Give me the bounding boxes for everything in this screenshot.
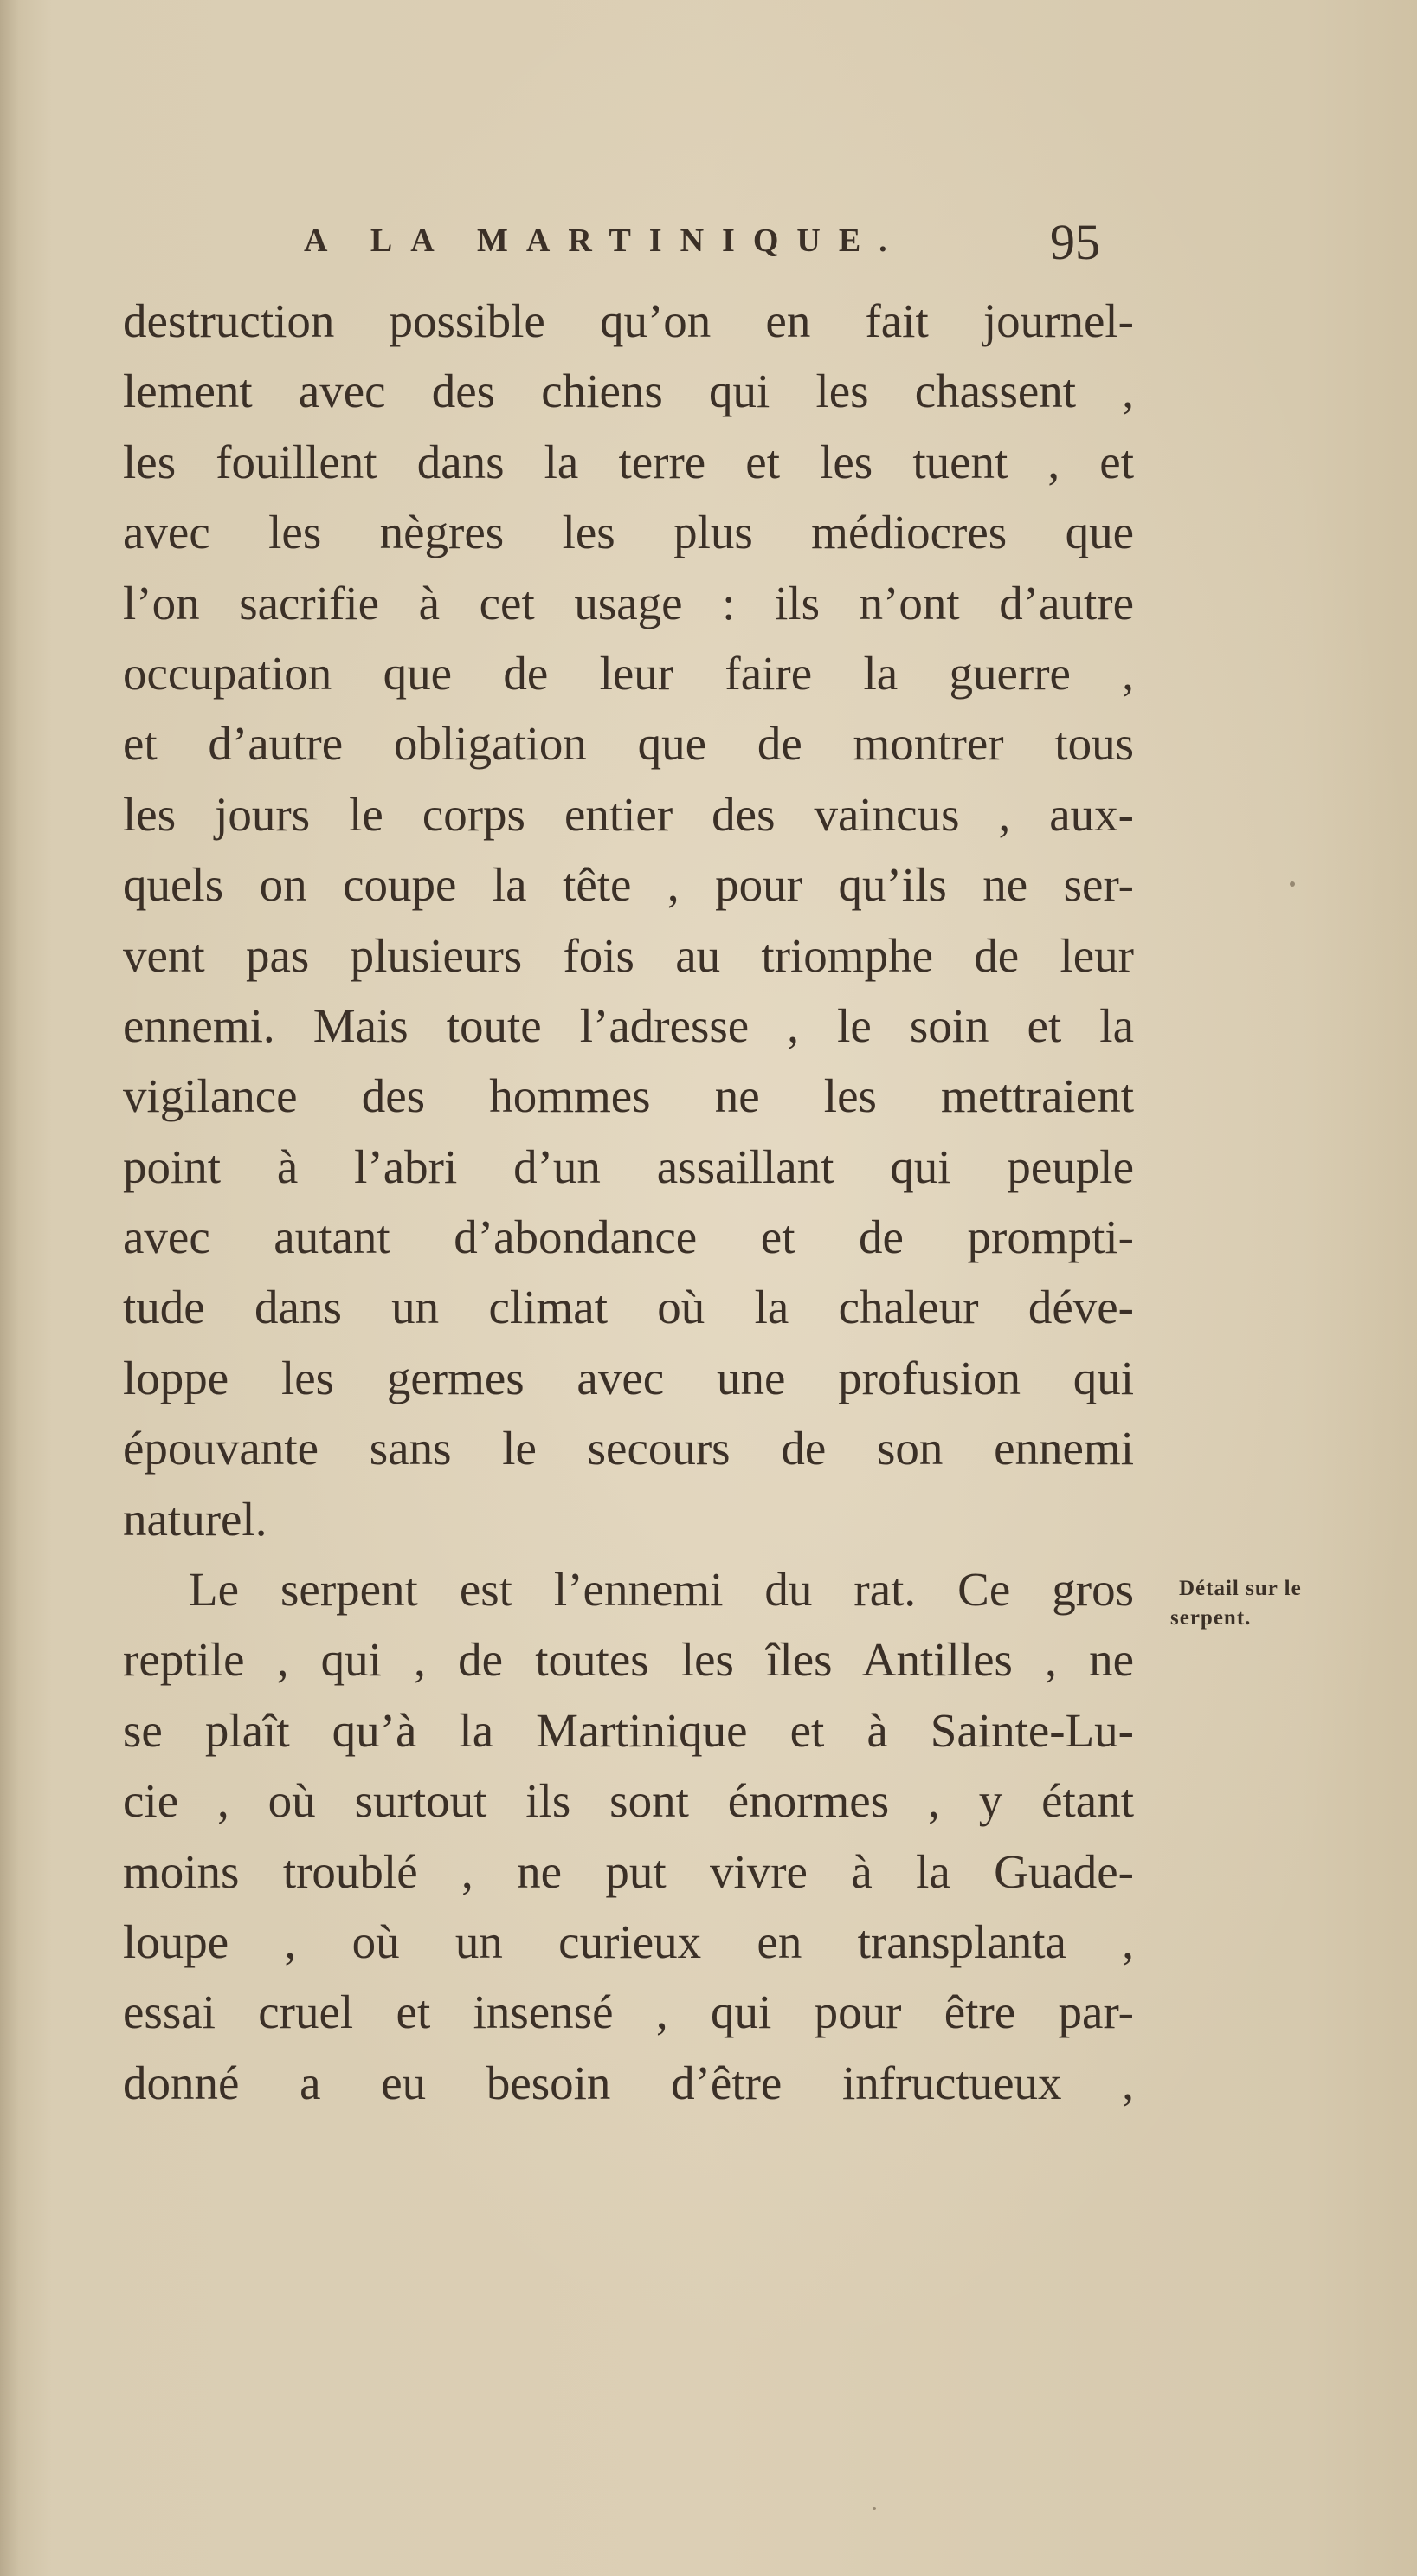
text-line: naturel. [123, 1492, 267, 1546]
text-line: les fouillent dans la terre et les tuent , et [123, 435, 1134, 488]
text-line: ennemi. Mais toute l’adresse , le soin et la [123, 998, 1134, 1052]
text-line: vent pas plusieurs fois au triomphe de leur [123, 928, 1134, 982]
text-line: donné a eu besoin d’être infructueux , [123, 2056, 1134, 2109]
page-number: 95 [1050, 214, 1100, 270]
text-line: destruction possible qu’on en fait journel- [123, 294, 1134, 347]
text-line: loupe , où un curieux en transplanta , [123, 1914, 1134, 1968]
text-line: reptile , qui , de toutes les îles Antilles , ne [123, 1633, 1134, 1687]
text-line: cie , où surtout ils sont énormes , y étant [123, 1774, 1134, 1828]
running-header [304, 214, 1117, 279]
text-line: moins troublé , ne put vivre à la Guade- [123, 1844, 1134, 1898]
text-line: l’on sacrifie à cet usage : ils n’ont d’autre [123, 576, 1134, 629]
text-line: tude dans un climat où la chaleur déve- [123, 1281, 1134, 1334]
text-line: quels on coupe la tête , pour qu’ils ne ser- [123, 858, 1134, 912]
paper-speck [1290, 881, 1295, 887]
text-line: loppe les germes avec une profusion qui [123, 1351, 1134, 1404]
margin-note [1170, 1574, 1302, 1633]
text-line: essai cruel et insensé , qui pour être par- [123, 1985, 1134, 2039]
running-title: A LA MARTINIQUE. [304, 223, 905, 259]
body-text [123, 286, 1134, 2118]
text-line: avec les nègres les plus médiocres que [123, 506, 1134, 559]
margin-note-line: serpent. [1170, 1606, 1252, 1630]
text-line: lement avec des chiens qui les chassent , [123, 365, 1134, 418]
text-line: épouvante sans le secours de son ennemi [123, 1422, 1134, 1475]
margin-note-line: Détail sur le [1179, 1577, 1302, 1600]
paper-speck [873, 2507, 876, 2510]
text-line: les jours le corps entier des vaincus , aux- [123, 787, 1134, 841]
text-line: Le serpent est l’ennemi du rat. Ce gros [189, 1563, 1134, 1617]
text-line: occupation que de leur faire la guerre , [123, 646, 1134, 700]
text-line: point à l’abri d’un assaillant qui peuple [123, 1140, 1134, 1193]
text-line: vigilance des hommes ne les mettraient [123, 1069, 1134, 1123]
text-line: avec autant d’abondance et de prompti- [123, 1211, 1134, 1264]
text-line: et d’autre obligation que de montrer tous [123, 717, 1134, 771]
text-line: se plaît qu’à la Martinique et à Sainte-Lu- [123, 1703, 1134, 1757]
